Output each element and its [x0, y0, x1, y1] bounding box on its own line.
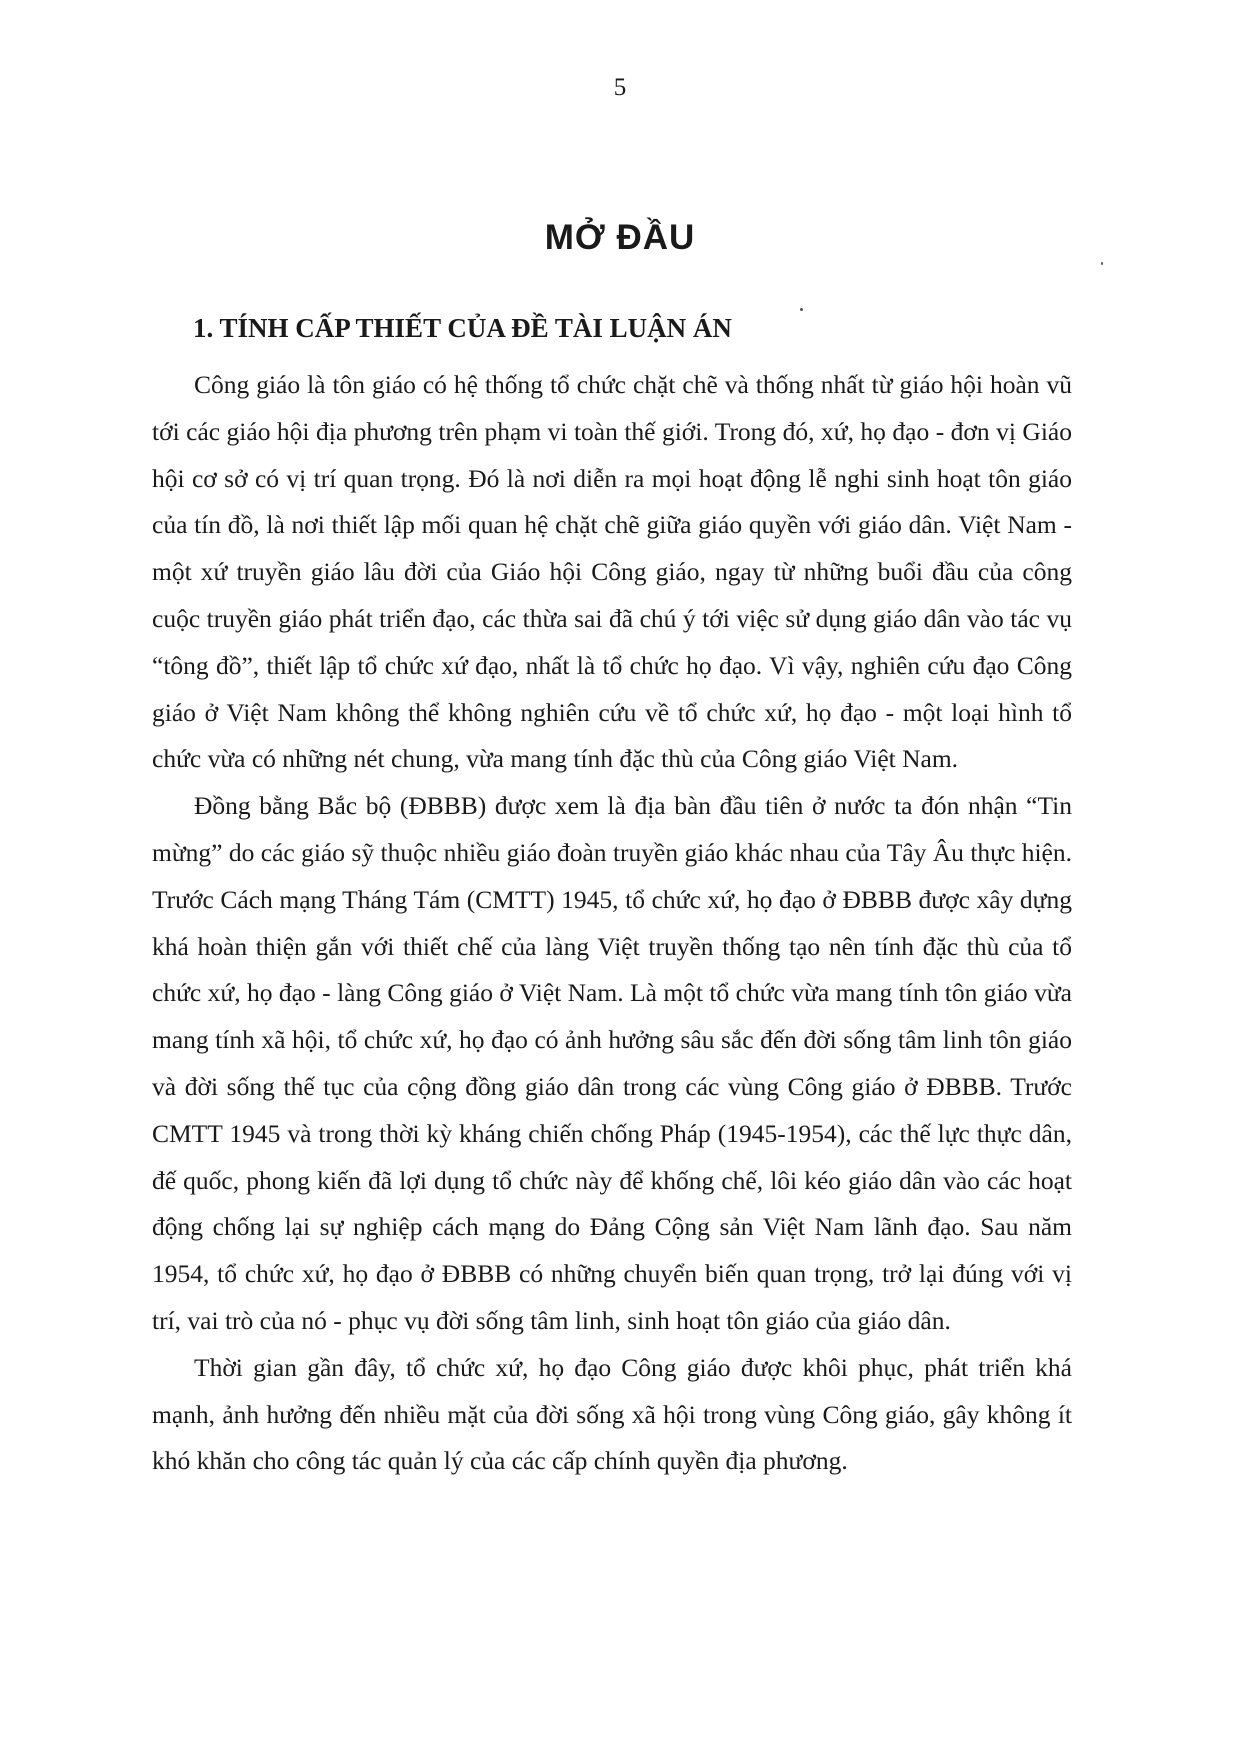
paragraph-2: Đồng bằng Bắc bộ (ĐBBB) được xem là địa bàn đầu tiên ở nước ta đón nhận “Tin mừng” do các giáo sỹ thuộc nhiều giáo đoàn truyền giáo khác nhau của Tây Âu thực hiện. Trước Cách mạng Tháng Tám (CMTT) 1945, tổ chức xứ, họ đạo ở ĐBBB được xây dựng khá hoàn thiện gắn với thiết chế của làng Việt truyền thống tạo nên tính đặc thù của tổ chức xứ, họ đạo - làng Công giáo ở Việt Nam. Là một tổ chức vừa mang tính tôn giáo vừa mang tính xã hội, tổ chức xứ, họ đạo có ảnh hưởng sâu sắc đến đời sống tâm linh tôn giáo và đời sống thế tục của cộng đồng giáo dân trong các vùng Công giáo ở ĐBBB. Trước CMTT 1945 và trong thời kỳ kháng chiến chống Pháp (1945-1954), các thế lực thực dân, đế quốc, phong kiến đã lợi dụng tổ chức này để khống chế, lôi kéo giáo dân vào các hoạt động chống lại sự nghiệp cách mạng do Đảng Cộng sản Việt Nam lãnh đạo. Sau năm 1954, tổ chức xứ, họ đạo ở ĐBBB có những chuyển biến quan trọng, trở lại đúng với vị trí, vai trò của nó - phục vụ đời sống tâm linh, sinh hoạt tôn giáo của giáo dân.	[152, 791, 1072, 1335]
section-heading: 1. TÍNH CẤP THIẾT CỦA ĐỀ TÀI LUẬN ÁN	[193, 313, 732, 343]
scan-speck	[1101, 262, 1103, 265]
body-text	[152, 362, 1072, 1485]
chapter-title: MỞ ĐẦU	[544, 218, 696, 257]
page-number: 5	[613, 74, 627, 101]
scan-speck	[800, 308, 803, 311]
paragraph-1: Công giáo là tôn giáo có hệ thống tổ chức chặt chẽ và thống nhất từ giáo hội hoàn vũ tới các giáo hội địa phương trên phạm vi toàn thế giới. Trong đó, xứ, họ đạo - đơn vị Giáo hội cơ sở có vị trí quan trọng. Đó là nơi diễn ra mọi hoạt động lễ nghi sinh hoạt tôn giáo của tín đồ, là nơi thiết lập mối quan hệ chặt chẽ giữa giáo quyền với giáo dân. Việt Nam - một xứ truyền giáo lâu đời của Giáo hội Công giáo, ngay từ những buổi đầu của công cuộc truyền giáo phát triển đạo, các thừa sai đã chú ý tới việc sử dụng giáo dân vào tác vụ “tông đồ”, thiết lập tổ chức xứ đạo, nhất là tổ chức họ đạo. Vì vậy, nghiên cứu đạo Công giáo ở Việt Nam không thể không nghiên cứu về tổ chức xứ, họ đạo - một loại hình tổ chức vừa có những nét chung, vừa mang tính đặc thù của Công giáo Việt Nam.	[152, 370, 1072, 774]
paragraph-3: Thời gian gần đây, tổ chức xứ, họ đạo Công giáo được khôi phục, phát triển khá mạnh, ảnh hưởng đến nhiều mặt của đời sống xã hội trong vùng Công giáo, gây không ít khó khăn cho công tác quản lý của các cấp chính quyền địa phương.	[152, 1352, 1072, 1476]
